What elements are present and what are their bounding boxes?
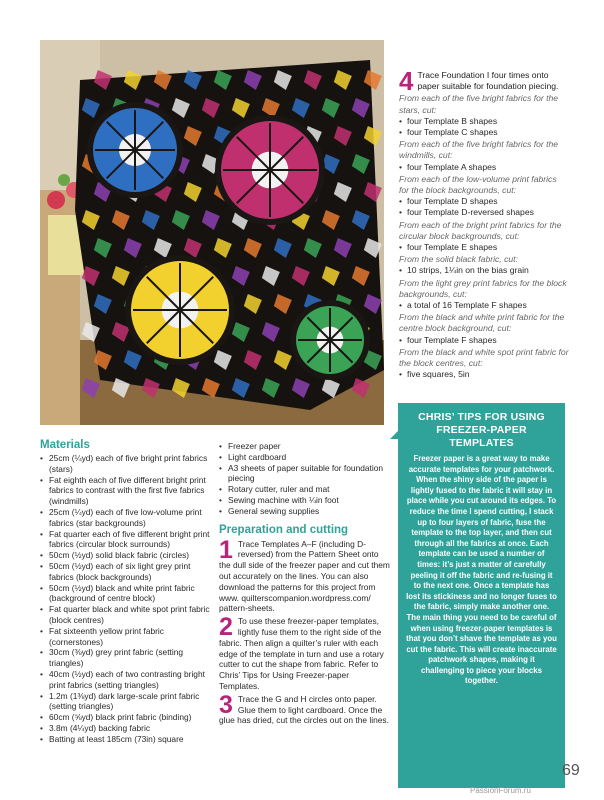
materials-item: • Batting at least 185cm (73in) square	[40, 734, 212, 745]
cut-item: • five squares, 5in	[399, 369, 569, 380]
materials-item: • 50cm (½yd) each of six light grey print fabrics (block backgrounds)	[40, 561, 212, 583]
tips-box	[398, 403, 565, 788]
materials-item: • 3.8m (4¼yd) backing fabric	[40, 723, 212, 734]
cut-group-heading: From the black and white print fabric for the centre block background, cut:	[399, 312, 565, 334]
materials-item: • Fat sixteenth yellow print fabric (cornerstones)	[40, 626, 212, 648]
materials-item: • 25cm (¼yd) each of five bright print fabrics (stars)	[40, 453, 212, 475]
materials-item: • General sewing supplies	[219, 506, 391, 517]
materials-item: • Sewing machine with ¼in foot	[219, 495, 391, 506]
watermark: PassionForum.ru	[470, 786, 531, 795]
step-4-column	[399, 66, 569, 380]
materials-item: • 25cm (¼yd) each of five low-volume print fabrics (star backgrounds)	[40, 507, 212, 529]
quilt-photo-icon	[40, 40, 384, 425]
preparation-step	[219, 535, 391, 615]
materials-item: • 50cm (½yd) black and white print fabric (background of centre block)	[40, 583, 212, 605]
materials-item: • 40cm (½yd) each of two contrasting bright print fabrics (setting triangles)	[40, 669, 212, 691]
cut-group-heading: From each of the low-volume print fabrics for the block backgrounds, cut:	[399, 173, 557, 196]
cut-item: • four Template D shapes	[399, 196, 569, 207]
cut-item: • 10 strips, 1¼in on the bias grain	[399, 265, 569, 276]
materials-item: • A3 sheets of paper suitable for foundation piecing	[219, 463, 391, 485]
cut-group-heading: From each of the five bright fabrics for the windmills, cut:	[399, 139, 559, 161]
step-text: Trace Templates A–F (including D-reversed) from the Pattern Sheet onto the dull side of the freezer paper and cut them out accurately on the lines. You can also download the patterns for this project from www. quilterscompanion.wordpress.com/ pattern-sheets.	[219, 538, 390, 614]
materials-item: • Rotary cutter, ruler and mat	[219, 484, 391, 495]
materials-item: • Light cardboard	[219, 452, 391, 463]
cut-group-heading: From each of the five bright fabrics for the stars, cut:	[399, 93, 559, 115]
page-number: 69	[562, 762, 580, 779]
step-text: To use these freezer-paper templates, lightly fuse them to the right side of the fabric. Then align a quilter’s ruler with each edge of the template in turn and use a rotary cutter to cut the shape from fabric. Refer to Chris’ Tips for Using Freezer-paper Templates.	[219, 616, 384, 691]
step-4-intro: Trace Foundation I four times onto paper suitable for foundation piecing.	[417, 70, 559, 92]
materials-item: • 1.2m (1⅜yd) dark large-scale print fabric (setting triangles)	[40, 691, 212, 713]
cut-group-heading: From the black and white spot print fabric for the block centres, cut:	[399, 346, 569, 369]
cut-group-heading: From the solid black fabric, cut:	[399, 254, 518, 265]
tips-body: Freezer paper is a great way to make accurate templates for your patchwork. When the shiny side of the paper is lightly fused to the fabric it will stay in place while you cut around its edges. To reduce the time I spend cutting, I stack up to four layers of fabric, fuse the template to the top layer, and then cut through all the fabrics at once. Each template can be used a number of times: it’s just a matter of carefully peeling it off the fabric and re-fusing it to the next one. Once a template has lost its stickiness and no longer fuses to the fabric, simply make another one. The main thing you need to be careful of when using freezer-paper templates is that you don’t shave the template as you cut the fabric. This will create inaccurate patchwork shapes, making it challenging to piece your blocks together.	[406, 454, 557, 686]
cut-item: • four Template B shapes	[399, 116, 569, 127]
cut-item: • four Template A shapes	[399, 162, 569, 173]
preparation-title: Preparation and cutting	[219, 523, 349, 536]
cut-item: • four Template D-reversed shapes	[399, 207, 569, 218]
preparation-step	[219, 613, 391, 692]
step-number: 3	[219, 690, 233, 719]
materials-item: • Fat eighth each of five different bright print fabrics to contrast with the first five fabrics (windmills)	[40, 475, 212, 507]
materials-item: • Fat quarter each of five different bright print fabrics (circular block surrounds)	[40, 529, 212, 551]
step-4-number: 4	[399, 66, 414, 96]
step-number: 2	[219, 613, 233, 642]
cut-item: • four Template E shapes	[399, 242, 569, 253]
cut-item: • a total of 16 Template F shapes	[399, 300, 569, 311]
cut-group-heading: From each of the bright print fabrics for the circular block backgrounds, cut:	[399, 219, 562, 241]
tips-title: CHRIS’ TIPS FOR USING FREEZER-PAPER TEMPLATES	[418, 411, 545, 449]
materials-title: Materials	[40, 439, 90, 451]
cut-group-heading: From the light grey print fabrics for the block backgrounds, cut:	[399, 277, 567, 299]
materials-item: • Freezer paper	[219, 441, 391, 452]
materials-list	[40, 453, 212, 745]
materials-column-2	[219, 441, 391, 726]
preparation-step	[219, 690, 391, 726]
quilt-photo	[40, 40, 384, 425]
materials-item: • 60cm (⅝yd) black print fabric (binding)	[40, 712, 212, 723]
step-number: 1	[219, 535, 233, 564]
cut-item: • four Template F shapes	[399, 335, 569, 346]
materials-list-continued	[219, 441, 391, 517]
materials-item: • Fat quarter black and white spot print fabric (block centres)	[40, 604, 212, 626]
materials-column	[40, 438, 212, 745]
step-4-cut-list	[399, 93, 569, 380]
preparation-steps	[219, 535, 391, 727]
step-text: Trace the G and H circles onto paper. Glue them to light cardboard. Once the glue has dried, cut the circles out on the lines.	[219, 693, 389, 726]
cut-item: • four Template C shapes	[399, 127, 569, 138]
materials-item: • 50cm (½yd) solid black fabric (circles)	[40, 550, 212, 561]
materials-item: • 30cm (⅜yd) grey print fabric (setting triangles)	[40, 647, 212, 669]
